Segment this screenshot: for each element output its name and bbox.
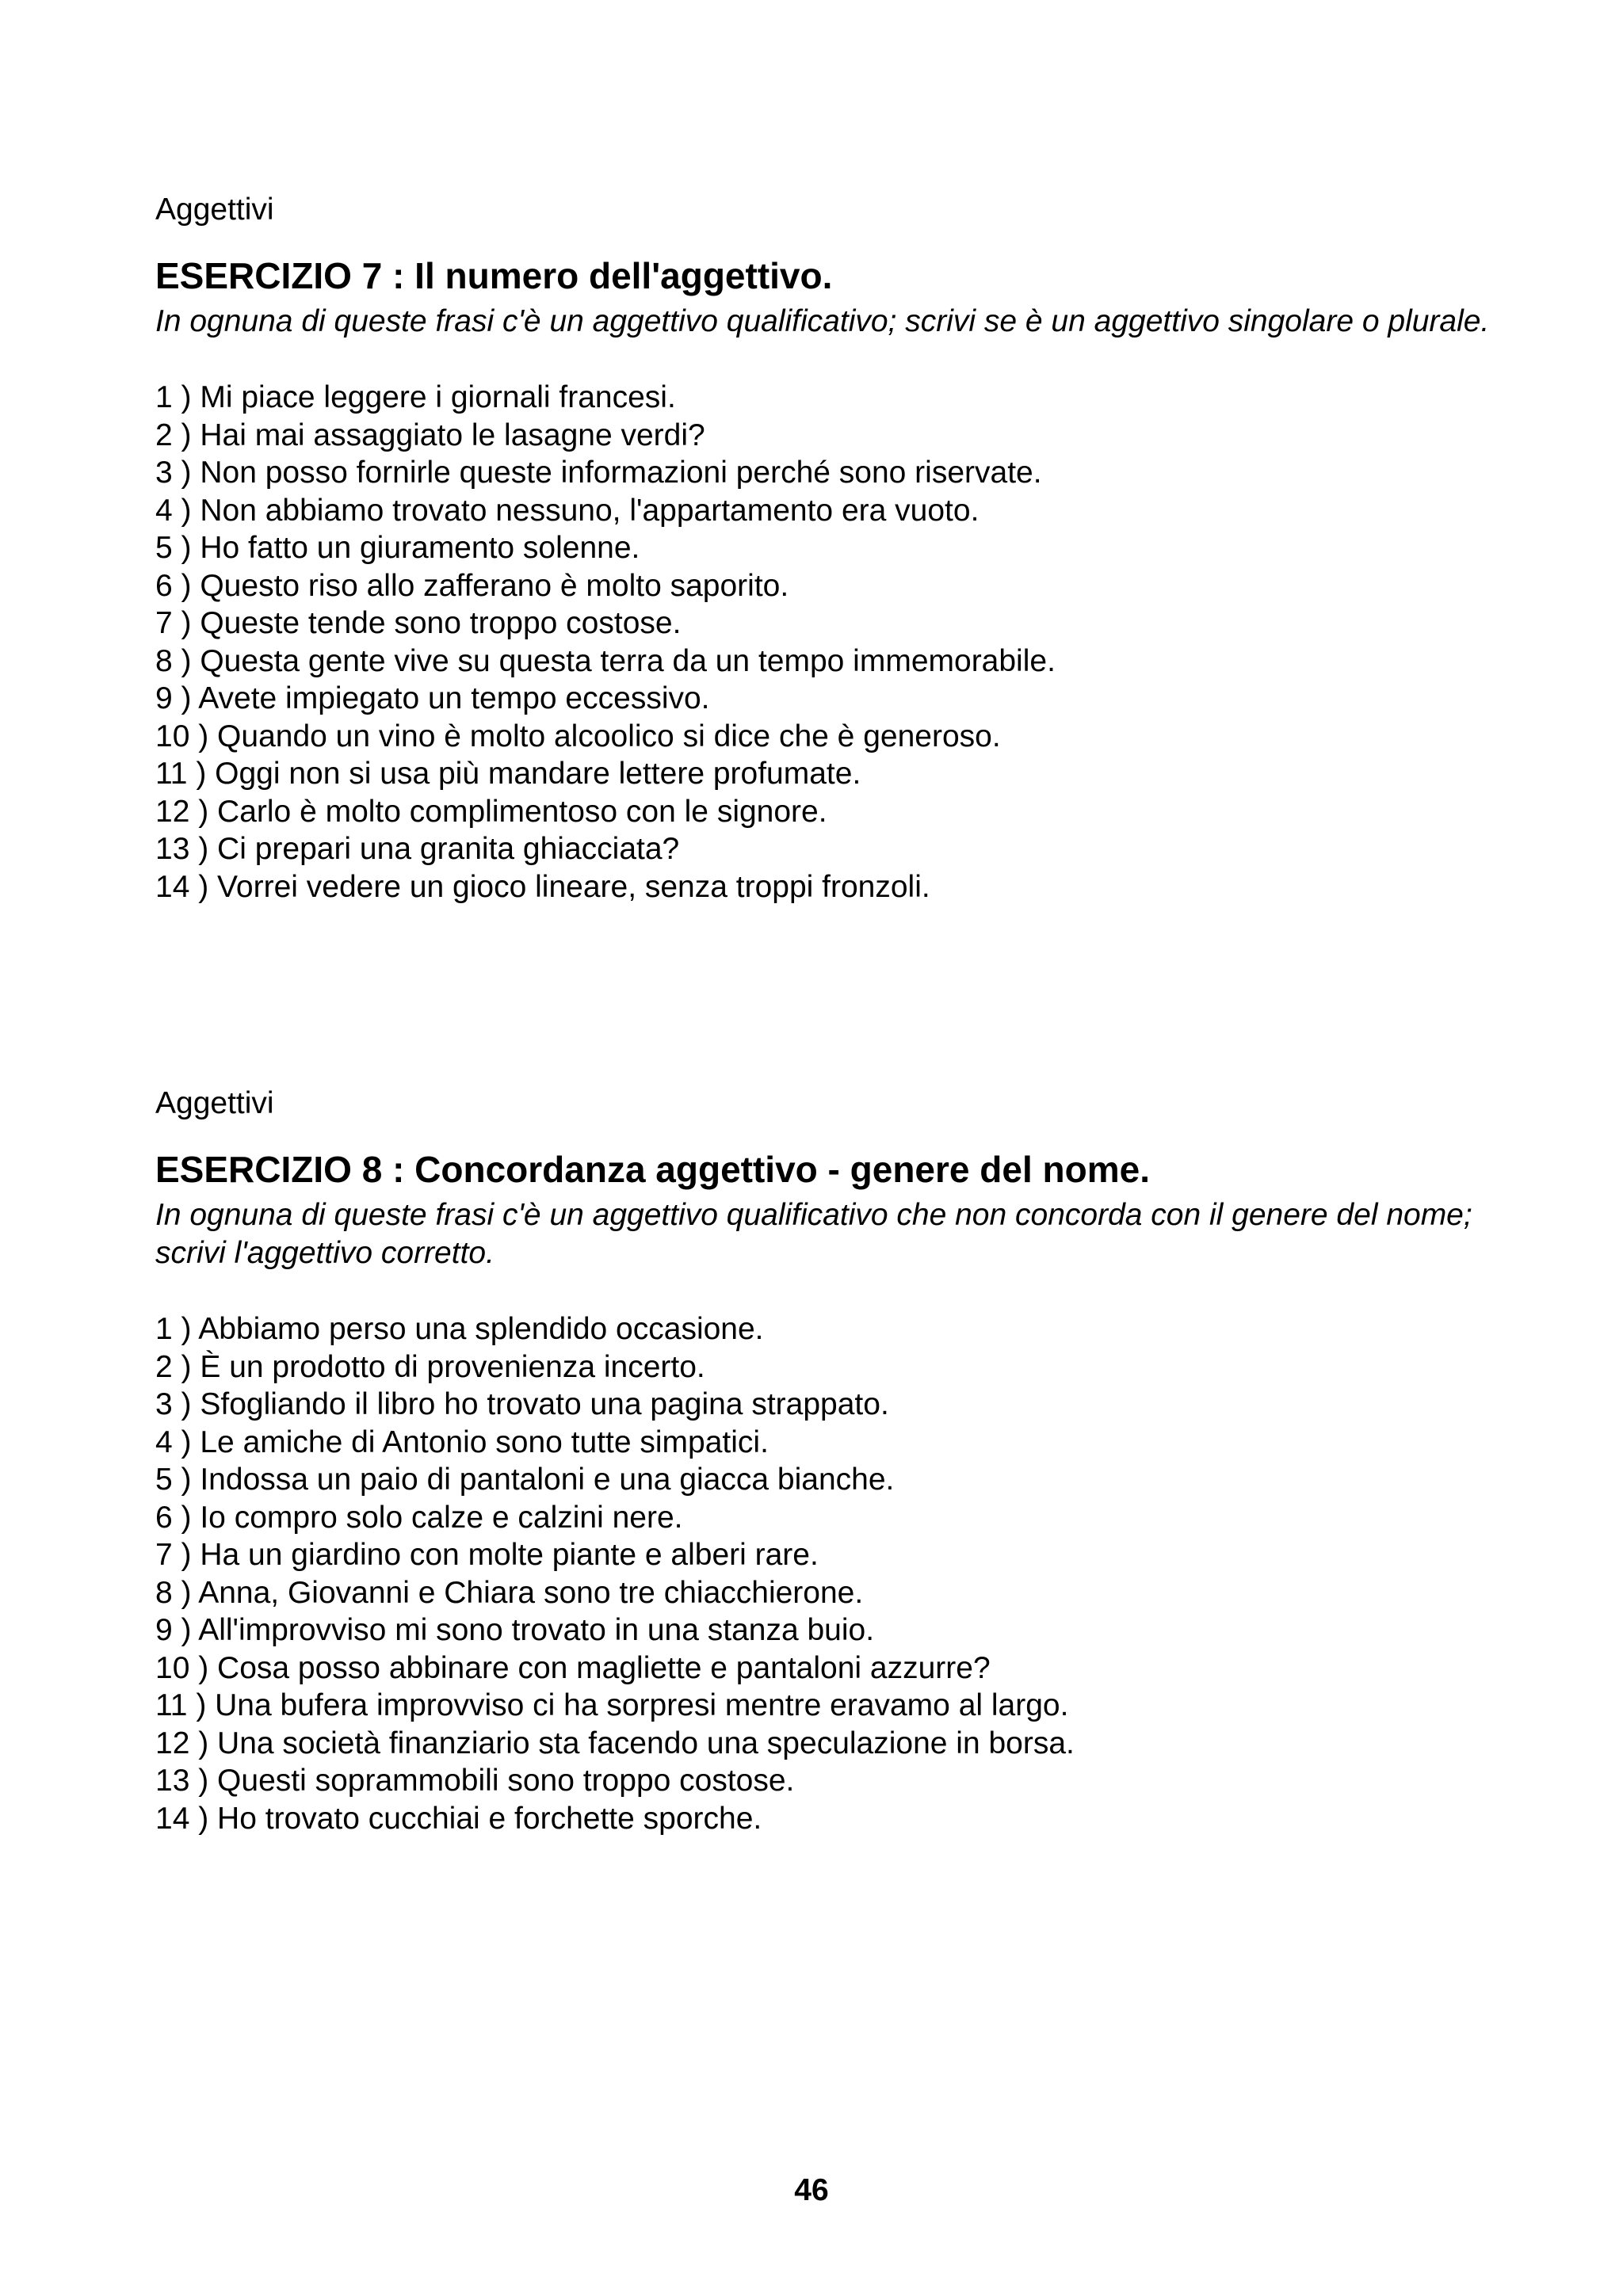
sentence-item: 10 ) Cosa posso abbinare con magliette e pantaloni azzurre? xyxy=(155,1650,991,1685)
sentence-item: 6 ) Io compro solo calze e calzini nere. xyxy=(155,1500,683,1535)
sentence-item: 11 ) Oggi non si usa più mandare lettere profumate. xyxy=(155,757,861,791)
sentence-item: 1 ) Mi piace leggere i giornali francesi. xyxy=(155,380,676,414)
sentence-item: 5 ) Ho fatto un giuramento solenne. xyxy=(155,531,640,565)
sentence-item: 3 ) Sfogliando il libro ho trovato una pagina strappato. xyxy=(155,1387,889,1421)
sentence-item: 12 ) Una società finanziario sta facendo una speculazione in borsa. xyxy=(155,1726,1075,1760)
sentence-item: 6 ) Questo riso allo zafferano è molto saporito. xyxy=(155,568,789,603)
sentence-item: 2 ) È un prodotto di provenienza incerto. xyxy=(155,1349,705,1384)
sentence-item: 3 ) Non posso fornirle queste informazioni perché sono riservate. xyxy=(155,456,1042,490)
page-number: 46 xyxy=(794,2173,829,2207)
sentence-item: 7 ) Queste tende sono troppo costose. xyxy=(155,606,682,640)
sentence-item: 5 ) Indossa un paio di pantaloni e una giacca bianche. xyxy=(155,1463,895,1497)
sentence-item: 7 ) Ha un giardino con molte piante e alberi rare. xyxy=(155,1538,819,1572)
sentence-item: 4 ) Le amiche di Antonio sono tutte simpatici. xyxy=(155,1425,769,1459)
exercise-8-section xyxy=(155,1084,1503,1837)
sentence-item: 8 ) Questa gente vive su questa terra da un tempo immemorabile. xyxy=(155,643,1056,678)
exercise-instructions: In ognuna di queste frasi c'è un aggettivo qualificativo; scrivi se è un aggettivo singolare o plurale. xyxy=(155,304,1490,338)
category-label: Aggettivi xyxy=(155,193,274,227)
sentence-list xyxy=(155,379,1503,906)
exercise-7-section xyxy=(155,190,1503,906)
category-label: Aggettivi xyxy=(155,1086,274,1120)
sentence-item: 2 ) Hai mai assaggiato le lasagne verdi? xyxy=(155,418,705,452)
exercise-title: ESERCIZIO 8 : Concordanza aggettivo - genere del nome. xyxy=(155,1149,1150,1190)
sentence-item: 14 ) Vorrei vedere un gioco lineare, senza troppi fronzoli. xyxy=(155,869,930,904)
sentence-item: 1 ) Abbiamo perso una splendido occasione. xyxy=(155,1312,764,1346)
sentence-item: 8 ) Anna, Giovanni e Chiara sono tre chiacchierone. xyxy=(155,1575,864,1610)
sentence-item: 13 ) Ci prepari una granita ghiacciata? xyxy=(155,832,680,866)
sentence-item: 4 ) Non abbiamo trovato nessuno, l'appartamento era vuoto. xyxy=(155,493,980,528)
sentence-list xyxy=(155,1310,1503,1837)
sentence-item: 12 ) Carlo è molto complimentoso con le signore. xyxy=(155,794,827,829)
sentence-item: 9 ) Avete impiegato un tempo eccessivo. xyxy=(155,681,710,715)
sentence-item: 10 ) Quando un vino è molto alcoolico si dice che è generoso. xyxy=(155,719,1001,753)
sentence-item: 9 ) All'improvviso mi sono trovato in una stanza buio. xyxy=(155,1613,875,1647)
sentence-item: 11 ) Una bufera improvviso ci ha sorpresi mentre eravamo al largo. xyxy=(155,1688,1069,1722)
exercise-title: ESERCIZIO 7 : Il numero dell'aggettivo. xyxy=(155,255,833,296)
exercise-instructions: In ognuna di queste frasi c'è un aggettivo qualificativo che non concorda con il genere del nome; scrivi l'aggettivo corretto. xyxy=(155,1198,1472,1270)
sentence-item: 13 ) Questi soprammobili sono troppo costose. xyxy=(155,1764,795,1798)
sentence-item: 14 ) Ho trovato cucchiai e forchette sporche. xyxy=(155,1801,762,1836)
